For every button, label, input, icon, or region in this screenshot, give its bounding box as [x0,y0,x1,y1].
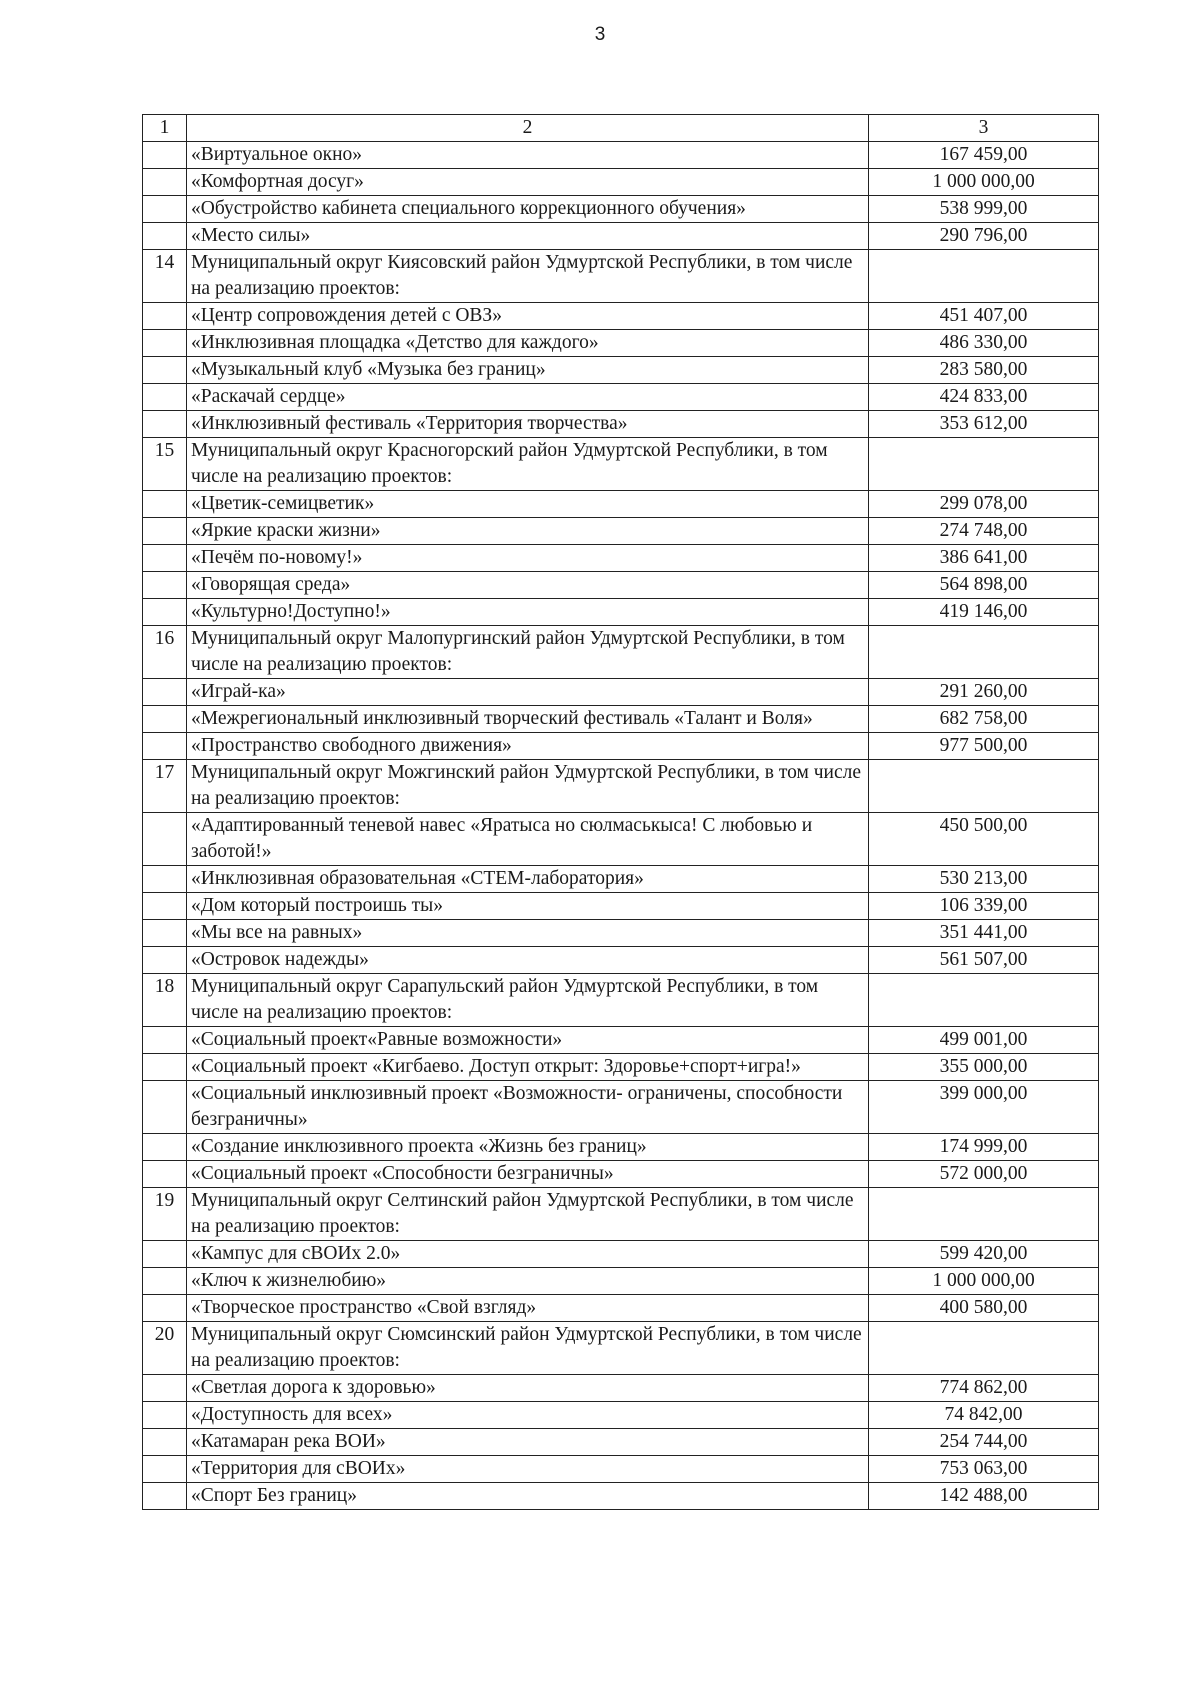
row-number-cell [143,947,187,974]
row-number-cell [143,357,187,384]
row-number-cell [143,491,187,518]
district-amount [869,974,1099,1027]
project-amount: 400 580,00 [869,1295,1099,1322]
project-name: «Инклюзивная образовательная «СТЕМ-лаборатория» [187,866,869,893]
project-name: «Музыкальный клуб «Музыка без границ» [187,357,869,384]
project-row [143,1161,1099,1188]
project-row [143,142,1099,169]
row-number-cell [143,330,187,357]
district-row [143,438,1099,491]
project-name: «Раскачай сердце» [187,384,869,411]
row-number-cell [143,733,187,760]
project-amount: 538 999,00 [869,196,1099,223]
row-number: 16 [143,626,187,679]
row-number-cell [143,545,187,572]
project-amount: 419 146,00 [869,599,1099,626]
row-number-cell [143,1054,187,1081]
project-amount: 753 063,00 [869,1456,1099,1483]
row-number-cell [143,196,187,223]
project-amount: 290 796,00 [869,223,1099,250]
project-name: «Межрегиональный инклюзивный творческий фестиваль «Талант и Воля» [187,706,869,733]
district-name: Муниципальный округ Селтинский район Удмуртской Республики, в том числе на реализацию проектов: [187,1188,869,1241]
project-amount: 355 000,00 [869,1054,1099,1081]
project-row [143,384,1099,411]
row-number-cell [143,1375,187,1402]
district-amount [869,626,1099,679]
header-col-2: 2 [187,115,869,142]
project-name: «Творческое пространство «Свой взгляд» [187,1295,869,1322]
project-name: «Социальный проект«Равные возможности» [187,1027,869,1054]
project-row [143,1134,1099,1161]
project-row [143,223,1099,250]
project-row [143,491,1099,518]
project-row [143,330,1099,357]
project-row [143,169,1099,196]
row-number: 17 [143,760,187,813]
project-name: «Инклюзивная площадка «Детство для каждого» [187,330,869,357]
project-amount: 486 330,00 [869,330,1099,357]
district-name: Муниципальный округ Киясовский район Удмуртской Республики, в том числе на реализацию проектов: [187,250,869,303]
row-number-cell [143,1402,187,1429]
project-row [143,1456,1099,1483]
project-amount: 174 999,00 [869,1134,1099,1161]
project-amount: 74 842,00 [869,1402,1099,1429]
project-amount: 561 507,00 [869,947,1099,974]
row-number-cell [143,893,187,920]
project-amount: 450 500,00 [869,813,1099,866]
row-number: 19 [143,1188,187,1241]
header-col-3: 3 [869,115,1099,142]
project-amount: 386 641,00 [869,545,1099,572]
row-number-cell [143,169,187,196]
project-name: «Играй-ка» [187,679,869,706]
row-number-cell [143,411,187,438]
project-name: «Комфортная досуг» [187,169,869,196]
project-name: «Создание инклюзивного проекта «Жизнь без границ» [187,1134,869,1161]
page-number: 3 [594,24,606,45]
project-name: «Адаптированный теневой навес «Яратыса но сюлмаськыса! С любовью и заботой!» [187,813,869,866]
project-name: «Спорт Без границ» [187,1483,869,1510]
project-amount: 1 000 000,00 [869,169,1099,196]
project-amount: 351 441,00 [869,920,1099,947]
project-name: «Ключ к жизнелюбию» [187,1268,869,1295]
project-row [143,599,1099,626]
project-name: «Социальный инклюзивный проект «Возможности- ограничены, способности безграничны» [187,1081,869,1134]
project-name: «Культурно!Доступно!» [187,599,869,626]
row-number-cell [143,518,187,545]
project-row [143,733,1099,760]
row-number-cell [143,303,187,330]
project-name: «Островок надежды» [187,947,869,974]
row-number: 18 [143,974,187,1027]
district-name: Муниципальный округ Можгинский район Удмуртской Республики, в том числе на реализацию проектов: [187,760,869,813]
row-number-cell [143,813,187,866]
project-name: «Социальный проект «Кигбаево. Доступ открыт: Здоровье+спорт+игра!» [187,1054,869,1081]
project-row [143,1375,1099,1402]
project-amount: 424 833,00 [869,384,1099,411]
project-amount: 1 000 000,00 [869,1268,1099,1295]
project-row [143,303,1099,330]
row-number-cell [143,866,187,893]
row-number-cell [143,1483,187,1510]
project-name: «Пространство свободного движения» [187,733,869,760]
project-amount: 283 580,00 [869,357,1099,384]
project-name: «Светлая дорога к здоровью» [187,1375,869,1402]
project-row [143,1483,1099,1510]
project-amount: 977 500,00 [869,733,1099,760]
district-amount [869,1322,1099,1375]
project-amount: 106 339,00 [869,893,1099,920]
project-row [143,411,1099,438]
project-name: «Печём по-новому!» [187,545,869,572]
project-name: «Социальный проект «Способности безграничны» [187,1161,869,1188]
district-row [143,250,1099,303]
row-number-cell [143,223,187,250]
district-row [143,1322,1099,1375]
district-row [143,760,1099,813]
project-row [143,1295,1099,1322]
project-name: «Цветик-семицветик» [187,491,869,518]
header-row [143,115,1099,142]
project-row [143,357,1099,384]
district-name: Муниципальный округ Красногорский район Удмуртской Республики, в том числе на реализацию проектов: [187,438,869,491]
project-row [143,813,1099,866]
district-name: Муниципальный округ Сарапульский район Удмуртской Республики, в том числе на реализацию проектов: [187,974,869,1027]
row-number-cell [143,572,187,599]
project-row [143,545,1099,572]
project-row [143,893,1099,920]
row-number-cell [143,1268,187,1295]
project-row [143,196,1099,223]
project-name: «Центр сопровождения детей с ОВЗ» [187,303,869,330]
row-number-cell [143,142,187,169]
row-number-cell [143,679,187,706]
project-amount: 353 612,00 [869,411,1099,438]
row-number-cell [143,1295,187,1322]
project-name: «Виртуальное окно» [187,142,869,169]
district-amount [869,1188,1099,1241]
project-name: «Территория для сВОИх» [187,1456,869,1483]
row-number: 15 [143,438,187,491]
project-amount: 254 744,00 [869,1429,1099,1456]
district-name: Муниципальный округ Малопургинский район Удмуртской Республики, в том числе на реализацию проектов: [187,626,869,679]
project-row [143,518,1099,545]
row-number-cell [143,1456,187,1483]
project-row [143,1268,1099,1295]
project-amount: 167 459,00 [869,142,1099,169]
district-row [143,974,1099,1027]
project-name: «Говорящая среда» [187,572,869,599]
project-name: «Катамаран река ВОИ» [187,1429,869,1456]
project-row [143,679,1099,706]
district-name: Муниципальный округ Сюмсинский район Удмуртской Республики, в том числе на реализацию проектов: [187,1322,869,1375]
row-number-cell [143,920,187,947]
row-number-cell [143,384,187,411]
project-amount: 530 213,00 [869,866,1099,893]
row-number-cell [143,1161,187,1188]
project-amount: 564 898,00 [869,572,1099,599]
project-row [143,1241,1099,1268]
row-number-cell [143,1134,187,1161]
row-number-cell [143,599,187,626]
project-amount: 291 260,00 [869,679,1099,706]
project-amount: 142 488,00 [869,1483,1099,1510]
project-row [143,866,1099,893]
project-amount: 572 000,00 [869,1161,1099,1188]
row-number: 14 [143,250,187,303]
budget-table [142,114,1099,1510]
project-name: «Инклюзивный фестиваль «Территория творчества» [187,411,869,438]
project-name: «Обустройство кабинета специального коррекционного обучения» [187,196,869,223]
project-amount: 774 862,00 [869,1375,1099,1402]
project-row [143,1054,1099,1081]
row-number: 20 [143,1322,187,1375]
project-row [143,706,1099,733]
district-amount [869,250,1099,303]
row-number-cell [143,1081,187,1134]
project-amount: 399 000,00 [869,1081,1099,1134]
district-amount [869,760,1099,813]
project-amount: 451 407,00 [869,303,1099,330]
row-number-cell [143,1027,187,1054]
project-row [143,920,1099,947]
district-row [143,1188,1099,1241]
project-name: «Кампус для сВОИх 2.0» [187,1241,869,1268]
header-col-1: 1 [143,115,187,142]
project-amount: 299 078,00 [869,491,1099,518]
project-row [143,947,1099,974]
project-row [143,1081,1099,1134]
project-amount: 682 758,00 [869,706,1099,733]
row-number-cell [143,1429,187,1456]
project-amount: 274 748,00 [869,518,1099,545]
project-row [143,1402,1099,1429]
row-number-cell [143,706,187,733]
project-name: «Мы все на равных» [187,920,869,947]
project-row [143,1027,1099,1054]
project-amount: 599 420,00 [869,1241,1099,1268]
project-amount: 499 001,00 [869,1027,1099,1054]
district-row [143,626,1099,679]
project-name: «Дом который построишь ты» [187,893,869,920]
project-name: «Место силы» [187,223,869,250]
district-amount [869,438,1099,491]
project-row [143,1429,1099,1456]
project-name: «Яркие краски жизни» [187,518,869,545]
row-number-cell [143,1241,187,1268]
project-row [143,572,1099,599]
project-name: «Доступность для всех» [187,1402,869,1429]
